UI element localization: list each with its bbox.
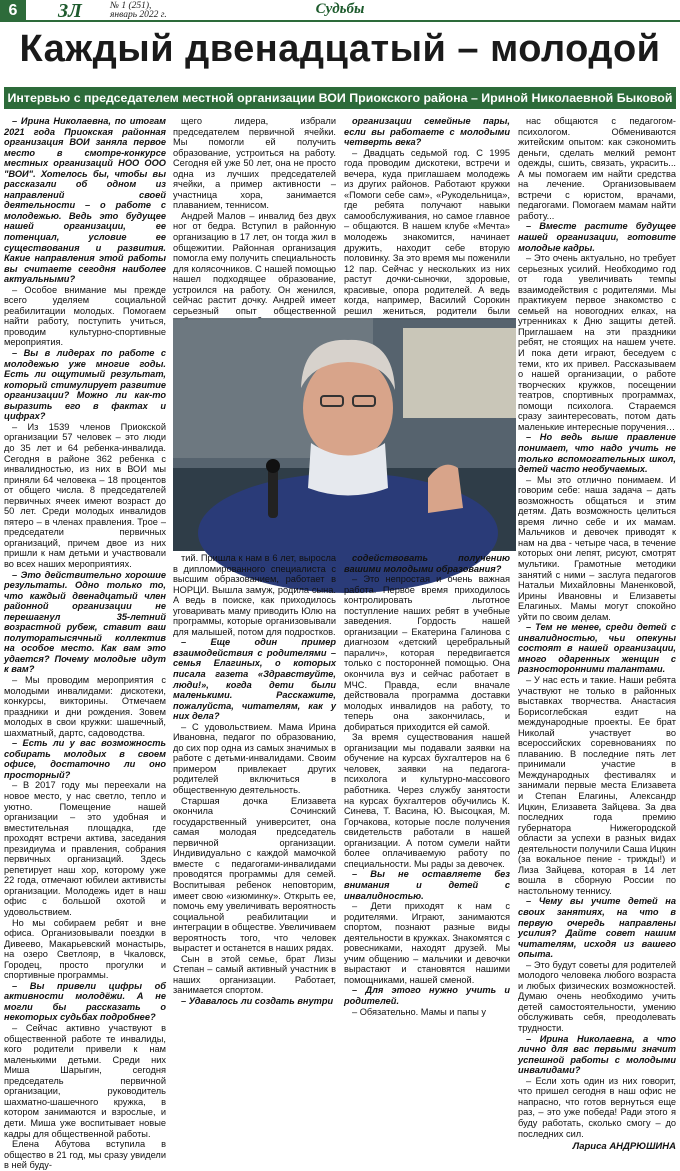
paragraph: – Дети приходят к нам с родителями. Играют, занимаются спортом, познают разные виды деятельности в кружках. Знакомятся с ровесниками, находят друзей. Мы учим общению – мальчики и девочки вырастают и становятся нашими помощниками, нашей сменой.: [344, 901, 510, 985]
page-number: 6: [0, 0, 26, 22]
article-column-4: [518, 116, 677, 1153]
paragraph: За время существования нашей организации мы подавали заявки на обучение на курсах бухгалтеров на 6 человек, заявки на педагога-психолога и культурно-массового работника. Через службу занятости на курсах бухгалтеров обучились К. Синева, Т. Васина, Ю. Высоцкая, М. Горчакова, которые после получения свидетельств работали в нашей организации. А потом сумели найти более оплачиваемую работу по специальности. Мы рады за девочек.: [344, 732, 510, 869]
question: – Тем не менее, среди детей с инвалидностью, чьи опекуны состоят в нашей организации, много одаренных женщин с разносторонними талантами.: [518, 622, 676, 675]
paragraph: – С удовольствием. Мама Ирина Ивановна, педагог по образованию, до сих пор одна из самых значимых в работе с детьми-инвалидами. Своим примером привлекает других родителей включиться в общественную деятельность.: [173, 721, 336, 796]
paragraph: Андрей Малов – инвалид без двух ног от бедра. Вступил в районную организацию в 17 лет, он тогда жил в общежитии. Районная организация помогла ему получить специальность для колясочников. С нашей помощью нашел подходящее образование, устроился на работу. Он женился, сейчас растит дочку. Андрей имеет серьезный опыт общественной: [173, 210, 336, 316]
question: организации семейные пары, если вы работаете с молодыми четверть века?: [344, 116, 510, 148]
question: – Вы в лидерах по работе с молодежью уже многие годы. Есть ли ощутимый результат, который стимулирует развитие организации? Можно ли как-то выразить его в фактах и цифрах?: [4, 348, 166, 422]
answer: – В 2017 году мы переехали на новое место, у нас светло, тепло и уютно. Помещение нашей организации – это удобная и вместительная площадка, где проходят встречи актива, заседания президиума и правления, собрания первичных организаций. Здесь репетирует наш хор, которому уже 22 года, отмечают юбилеи активисты организации. Молодежь идет в наш офис с большой охотой и удовольствием.: [4, 780, 166, 918]
question: – Но ведь выше правление понимает, что надо учить не только вспомогательных школ, детей часто необучаемых.: [518, 432, 676, 475]
section-title: Судьбы: [315, 1, 365, 17]
paragraph: – Это будут советы для родителей молодого человека любого возраста и любых физических возможностей. Думаю очень необходимо учить детей самостоятельности, умению обслуживать себя, преодолевать трудности.: [518, 959, 676, 1034]
paragraph: щего лидера, избрали председателем первичной ячейки. Мы помогли ей получить образование, устроиться на работу. Сегодня ей уже 50 лет, она не просто одна из лучших председателей ячейки, а пример активности – участница хора, занимается плаванием, теннисом.: [173, 116, 336, 211]
article-column-3-bottom: [344, 553, 510, 1017]
question: – Есть ли у вас возможность собирать молодых в своем офисе, достаточно ли оно просторный?: [4, 738, 166, 780]
question: содействовать получению вашими молодыми образования?: [344, 553, 510, 574]
portrait-illustration: [173, 318, 516, 551]
author-signature: Лариса АНДРЮШИНА: [572, 1141, 676, 1153]
paragraph: – Мы это отлично понимаем. И говорим себе: наша задача – дать возможность общаться и этим детям. Дать возможность целиться время лично себе и их мамам. Мальчиков и девочек приводят к нам на два - четыре часа, в течение которых они лепят, рисуют, смотрят мультики. Грамотные методики занятий с ними – заслуга педагогов Натальи Михайловны Маненковой, Ирины Ивановны и Елизаветы Елагиных. Мамы могут спокойно уйти по своим делам.: [518, 474, 676, 622]
question: – Ирина Николаевна, а что лично для вас первыми значит успешной работы с молодыми инвалидами?: [518, 1033, 676, 1076]
answer: Но мы собираем ребят и вне офиса. Организовывали поездки в Дивеево, Макарьевский монастырь, на озеро Светлояр, в Чкаловск, Городец, просто прогулки и спортивные программы.: [4, 917, 166, 981]
question: – Это действительно хорошие результаты. Одно только то, что каждый двенадцатый член районной организации не перешагнул 35-летний возрастной рубеж, ставит ваш полуторатысячный коллектив на особое место. Как вам это удается? Почему молодые идут к вам?: [4, 569, 166, 675]
article-column-1: [4, 116, 166, 1171]
issue-date: январь 2022 г.: [110, 10, 167, 20]
article-headline: Каждый двенадцатый – молодой: [19, 28, 661, 70]
paragraph: – Если хоть один из них говорит, что пришел сегодня в наш офис не напрасно, что готов вернуться еще раз, – это уже победа! Ради этого я буду работать, сколько смогу – до последних сил.: [518, 1075, 676, 1139]
question: – Чему вы учите детей на своих занятиях, на что в первую очередь направлены усилия? Дайте совет нашим читателям, исходя из вашего опыта.: [518, 896, 676, 960]
question: – Для этого нужно учить и родителей.: [344, 985, 510, 1006]
issue-number: № 1 (251),: [110, 1, 152, 11]
paragraph: – У нас есть и такие. Наши ребята участвуют не только в районных выставках творчества. Анастасия Борисоглебская ездит на международные проекты. Ее брат Николай участвует во всероссийских соревнованиях по плаванию. В последние пять лет принимали участие в Международных фестивалях и занимали первые места Елизавета и Степан Елагины, Александр Ицкин, Елизавета Зайцева. За два последних года премию губернатора Нижегородской области за успехи в разных видах деятельности получили Саша Ицкин (за вокальное пение - трижды!) и Лиза Зайцева, которая в 14 лет вошла в сборную России по настольному теннису.: [518, 674, 677, 896]
interview-photo: [173, 318, 516, 551]
question: – Ирина Николаевна, по итогам 2021 года Приокская районная организация ВОИ заняла первое место в смотре-конкурсе местных организаций НОО ООО "ВОИ". Хотелось бы, чтобы вы рассказали об одном из направлений своей деятельности – о работе с молодежью. Ведь это будущее нашей организации, ее потенциал, условие ее существования и развития. Какие направления этой работы вы считаете сегодня наиболее актуальными?: [4, 116, 166, 285]
question: – Вместе растите будущее нашей организации, готовите молодые кадры.: [518, 221, 676, 253]
answer: Елена Абутова вступила в общество в 21 год, мы сразу увидели в ней буду-: [4, 1139, 166, 1171]
paragraph: – Двадцать седьмой год. С 1995 года проводим дискотеки, встречи и вечера, куда приглашаем молодежь из других районов. Работают кружки «Помоги себе сам», «Рукодельница», где ребята получают навыки самообслуживания, но самое главное – общаются. В нашем клубе «Мечта» молодежь знакомится, начинает дружить, находит себе вторую половинку. За это время мы поженили 12 пар. Сейчас у нескольких из них растут дочки-сыночки, здоровые, красивые, опора родителей. А ведь когда, например, Василий Сорокин решил жениться, родители были: [344, 147, 510, 316]
question: – Еще один пример взаимодействия с родителями – семья Елагиных, о которых писала газета «Здравствуйте, люди!», когда дети были маленькими. Расскажите, пожалуйста, читателям, как у них дела?: [173, 637, 336, 722]
paragraph: – Это непростая и очень важная работа. Первое время приходилось контролировать льготное поступление наших ребят в учебные заведения. Гордость нашей организации – Екатерина Галинова с диагнозом «детский церебральный паралич», которая передвигается только с посторонней помощью. Она окончила вуз и сейчас работает в МЧС. Правда, если вначале действовала программа доставки молодых инвалидов на работу, то теперь она закончилась, и добираться приходится ей самой.: [344, 574, 510, 732]
answer: – Особое внимание мы прежде всего уделяем социальной реабилитации молодых. Помогаем найти работу, поступить учиться, проводим культурно-спортивные мероприятия.: [4, 284, 166, 348]
article-column-2-bottom: [173, 553, 336, 1006]
newspaper-logo: ЗЛ: [58, 0, 82, 22]
paragraph: тий. Пришла к нам в 6 лет, выросла в дипломированного специалиста с высшим образованием, работает в НОРЦИ. Вышла замуж, родила сына. А ведь в поиске, как приходилось уговаривать маму приводить Юлю на программы, которые организовывали для малышей, потом для подростков.: [173, 553, 336, 637]
question: – Вы не оставляете без внимания и детей с инвалидностью.: [344, 869, 510, 901]
answer: – Сейчас активно участвуют в общественной работе те инвалиды, кого родители привели к нам маленькими детьми. Среди них Миша Шарыгин, сегодня председатель первичной организации, руководитель шахматно-шашечного кружка, в котором занимаются и взрослые, и дети. Миша уже воспитывает новые кадры для общественной работы.: [4, 1023, 166, 1139]
article-subheadline: Интервью с председателем местной организации ВОИ Приокского района – Ириной Николаевной Быковой: [4, 87, 676, 109]
paragraph: нас общаются с педагогом-психологом. Обмениваются житейским опытом: как сэкономить деньги, сделать мелкий ремонт одежды, сшить, связать, украсить... А мы помогаем им найти средства на лечение. Организовываем встречи с юристом, врачами, педагогами. Помогаем мамам найти работу...: [518, 116, 676, 221]
page-header: [0, 0, 680, 22]
question: – Удавалось ли создать внутри: [181, 995, 334, 1006]
answer: – Мы проводим мероприятия с молодыми инвалидами: дискотеки, конкурсы, викторины. Отмечаем праздники и дни рождения. Зовем молодых в свои кружки: шашечный, шахматный, дартс, садоводства.: [4, 674, 166, 738]
article-column-2-top: [173, 116, 336, 316]
paragraph: Сын в этой семье, брат Лизы Степан – самый активный участник в наших организации. Работает, занимается спортом.: [173, 953, 336, 996]
article-column-3-top: [344, 116, 510, 316]
paragraph: – Это очень актуально, но требует серьезных усилий. Необходимо год от года увеличивать темпы взаимодействия с родителями. Мы практикуем первое знакомство с семьей на новогодних елках, на утренниках к Дню защиты детей. Приглашаем на эти праздники ребят, не стоящих на нашем учете. И пока дети играют, беседуем с теми, кто их привел. Рассказываем о нашей организации, о работе творческих кружков, посещении театров, спортивных программах, помощи психолога. Стараемся сразу заинтересовать, потом дать маленькие интересные поручения…: [518, 253, 676, 432]
paragraph: – Обязательно. Мамы и папы у: [352, 1006, 487, 1017]
paragraph: Старшая дочка Елизавета окончила Сочинский государственный университет, она самая молодая председатель первичной организации. Индивидуально с каждой мамочкой вместе с педагогами-инвалидами проводятся программы для семей. Воспитывая ребенок неповторим, имеет свою «изюминку». Открыть ее, помочь ему увеличивать вероятность социальной реабилитации и интеграции в обществе. Увеличиваем вероятность того, что человек вырастет и останется в наших рядах.: [173, 795, 336, 954]
question: – Вы привели цифры об активности молодёжи. А не могли бы рассказать о некоторых судьбах подробнее?: [4, 980, 166, 1023]
answer: – Из 1539 членов Приокской организации 57 человек – это люди до 35 лет и 64 ребенка-инвалида. Сегодня в районе 362 ребенка с инвалидностью, из них в ВОИ мы приняли 64 человека – 18 процентов от общего числа. 8 председателей первичных ячеек имеют возраст до 50 лет. Среди молодых инвалидов пятеро – в членах правления. Трое – председатели первичных организаций, причем двое из них пришли к нам детьми и участвовали во всех наших мероприятиях.: [4, 421, 166, 569]
